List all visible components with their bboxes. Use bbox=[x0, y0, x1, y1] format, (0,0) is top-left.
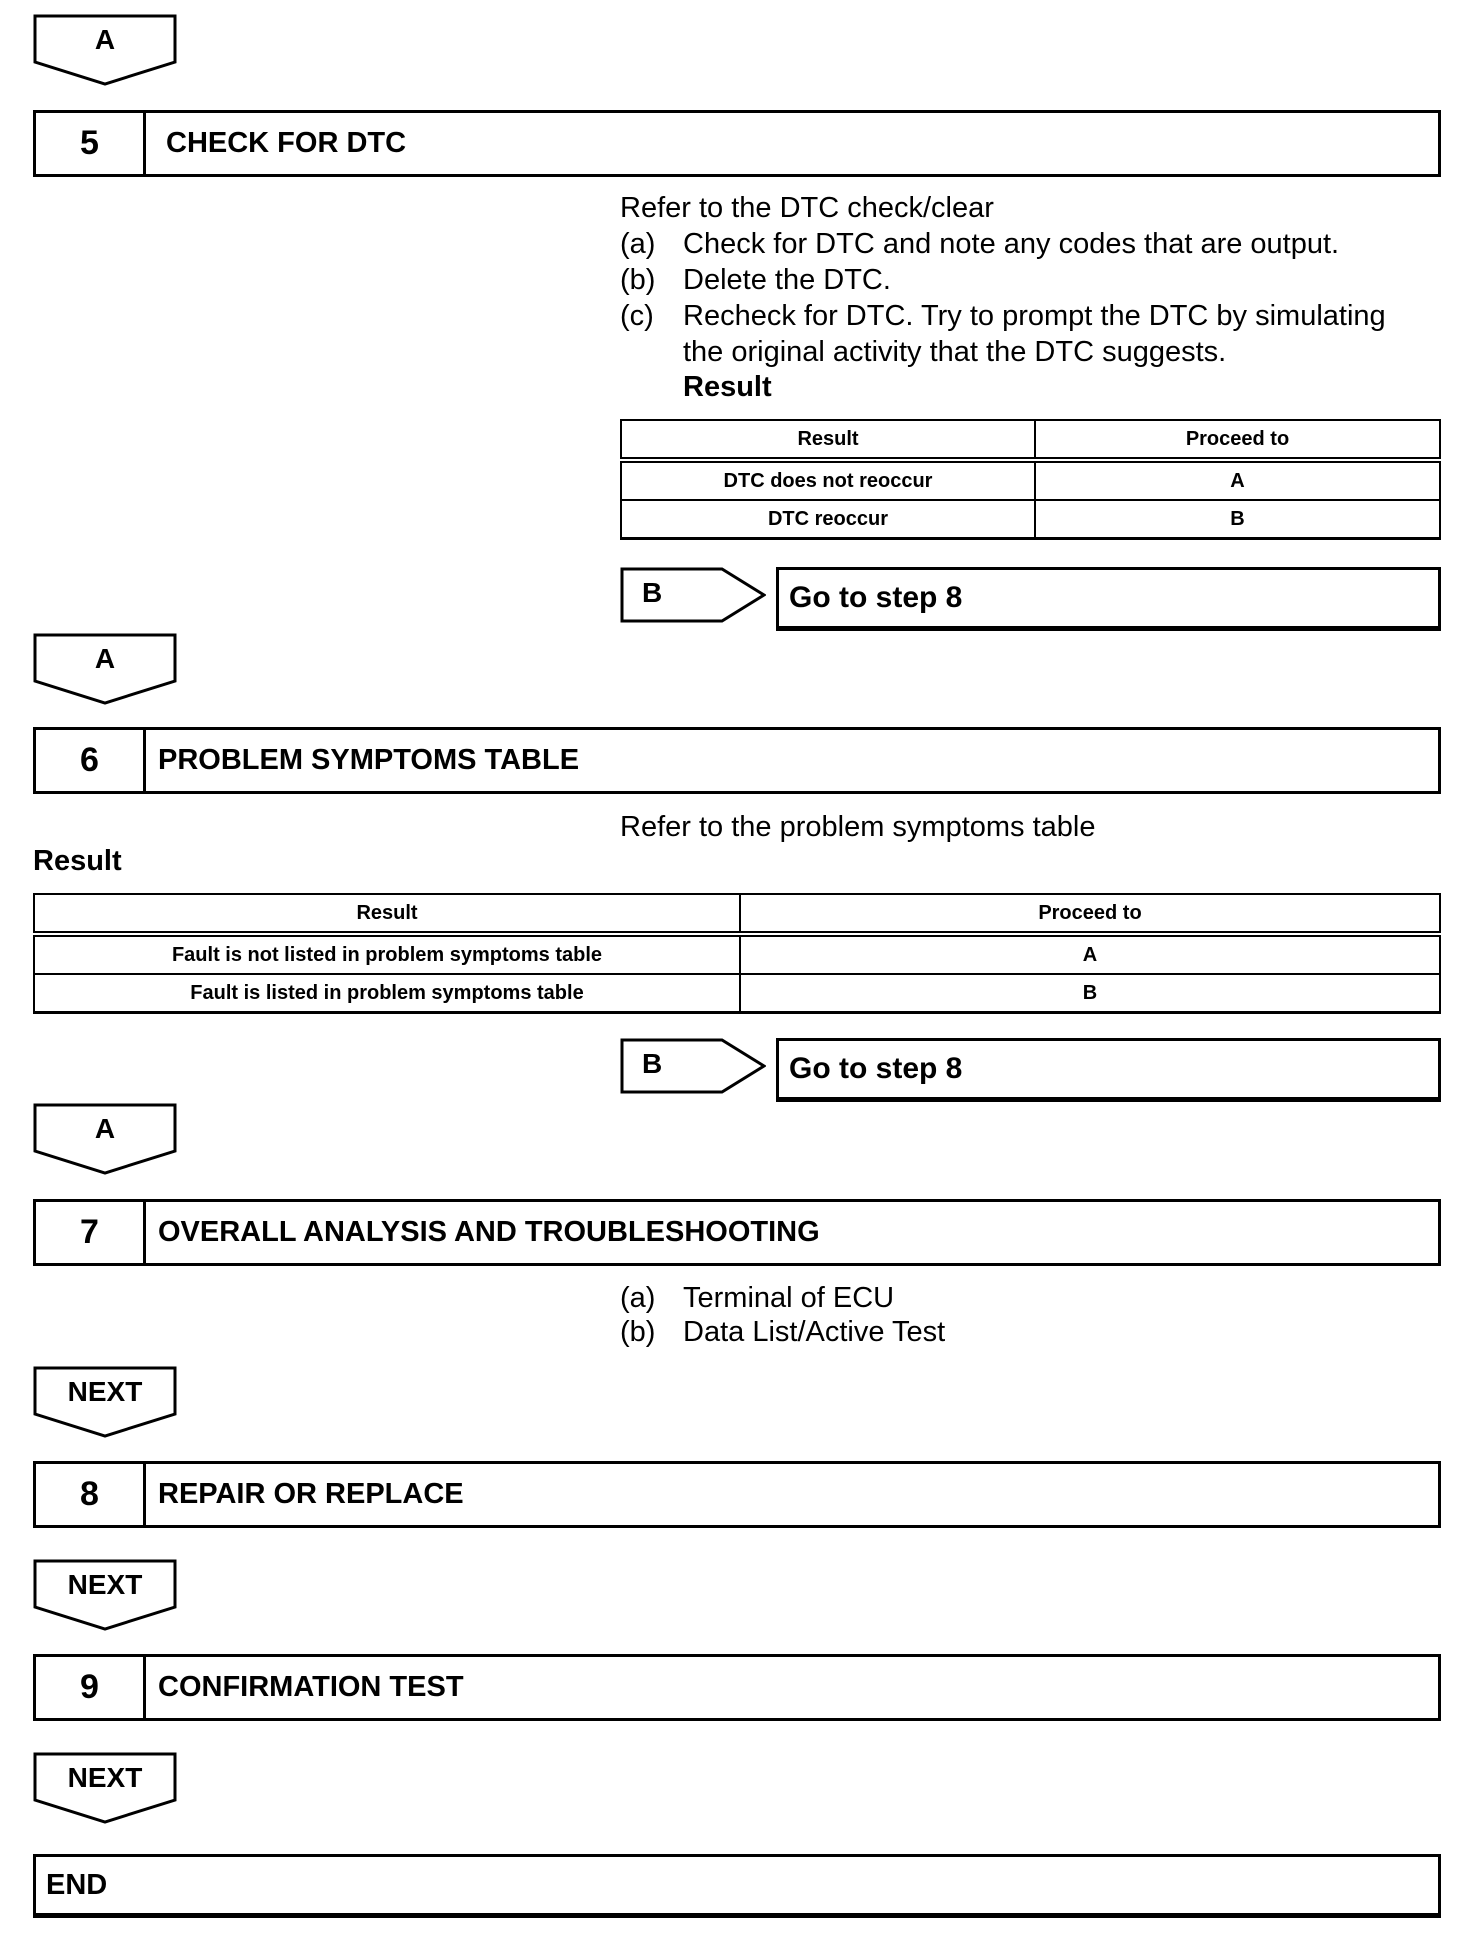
end-label: END bbox=[46, 1869, 108, 1901]
connector-next bbox=[33, 1559, 177, 1631]
step-5-item-b: Delete the DTC. bbox=[683, 264, 891, 296]
step-title: OVERALL ANALYSIS AND TROUBLESHOOTING bbox=[158, 1216, 820, 1248]
step-number: 6 bbox=[36, 730, 146, 791]
step-number: 7 bbox=[36, 1202, 146, 1263]
table-cell: A bbox=[1035, 460, 1440, 500]
step-5-header bbox=[33, 110, 1441, 177]
table-header: Proceed to bbox=[1035, 420, 1440, 460]
table-cell: A bbox=[740, 934, 1440, 974]
branch-label: B bbox=[642, 577, 663, 608]
table-row bbox=[621, 460, 1440, 500]
go-to-step-8-box[interactable] bbox=[776, 567, 1441, 631]
table-cell: B bbox=[740, 974, 1440, 1013]
connector-next bbox=[33, 1366, 177, 1438]
connector-label: NEXT bbox=[67, 1376, 143, 1407]
step-5-item-c-cont: the original activity that the DTC suggests. bbox=[683, 336, 1227, 368]
table-row bbox=[34, 934, 1440, 974]
table-cell: DTC does not reoccur bbox=[621, 460, 1035, 500]
connector-label: A bbox=[94, 24, 116, 55]
connector-a bbox=[33, 1103, 177, 1175]
step-title: CONFIRMATION TEST bbox=[158, 1671, 464, 1703]
go-to-label: Go to step 8 bbox=[789, 1052, 963, 1085]
table-header: Result bbox=[34, 894, 740, 934]
table-cell: DTC reoccur bbox=[621, 500, 1035, 539]
step-7-item-b: Data List/Active Test bbox=[683, 1316, 946, 1348]
step-5-item-c: Recheck for DTC. Try to prompt the DTC by simulating bbox=[683, 300, 1386, 332]
connector-label: A bbox=[94, 643, 116, 674]
table-header-row bbox=[621, 420, 1440, 460]
table-header-row bbox=[34, 894, 1440, 934]
step-5-result-label: Result bbox=[683, 371, 772, 403]
step-number: 8 bbox=[36, 1464, 146, 1525]
step-9-header bbox=[33, 1654, 1441, 1721]
step-5-item-b-marker: (b) bbox=[620, 264, 656, 296]
branch-b-arrow bbox=[620, 567, 766, 623]
step-number: 5 bbox=[36, 113, 146, 174]
table-row bbox=[34, 974, 1440, 1013]
step-7-item-b-marker: (b) bbox=[620, 1316, 656, 1348]
step-6-result-label: Result bbox=[33, 845, 122, 877]
step-5-item-a-marker: (a) bbox=[620, 228, 656, 260]
end-box bbox=[33, 1854, 1441, 1918]
connector-a-top bbox=[33, 14, 177, 86]
go-to-label: Go to step 8 bbox=[789, 581, 963, 614]
step-title: PROBLEM SYMPTOMS TABLE bbox=[158, 744, 580, 776]
connector-next bbox=[33, 1752, 177, 1824]
branch-b-arrow bbox=[620, 1038, 766, 1094]
step-number: 9 bbox=[36, 1657, 146, 1718]
go-to-step-8-box[interactable] bbox=[776, 1038, 1441, 1102]
step-5-item-a: Check for DTC and note any codes that are output. bbox=[683, 228, 1340, 260]
step-title: REPAIR OR REPLACE bbox=[158, 1478, 464, 1510]
step-8-header bbox=[33, 1461, 1441, 1528]
step-6-intro: Refer to the problem symptoms table bbox=[620, 811, 1096, 843]
step-5-result-table bbox=[620, 419, 1441, 540]
step-5-intro: Refer to the DTC check/clear bbox=[620, 192, 994, 224]
table-cell: B bbox=[1035, 500, 1440, 539]
connector-label: NEXT bbox=[67, 1569, 143, 1600]
table-row bbox=[621, 500, 1440, 539]
step-6-header bbox=[33, 727, 1441, 794]
step-6-result-table bbox=[33, 893, 1441, 1014]
connector-label: A bbox=[94, 1113, 116, 1144]
table-header: Proceed to bbox=[740, 894, 1440, 934]
connector-label: NEXT bbox=[67, 1762, 143, 1793]
branch-label: B bbox=[642, 1048, 663, 1079]
table-header: Result bbox=[621, 420, 1035, 460]
step-5-item-c-marker: (c) bbox=[620, 300, 654, 332]
step-title: CHECK FOR DTC bbox=[166, 127, 407, 159]
step-7-item-a: Terminal of ECU bbox=[683, 1282, 895, 1314]
connector-a bbox=[33, 633, 177, 705]
step-7-item-a-marker: (a) bbox=[620, 1282, 656, 1314]
table-cell: Fault is listed in problem symptoms table bbox=[34, 974, 740, 1013]
step-7-header bbox=[33, 1199, 1441, 1266]
table-cell: Fault is not listed in problem symptoms table bbox=[34, 934, 740, 974]
